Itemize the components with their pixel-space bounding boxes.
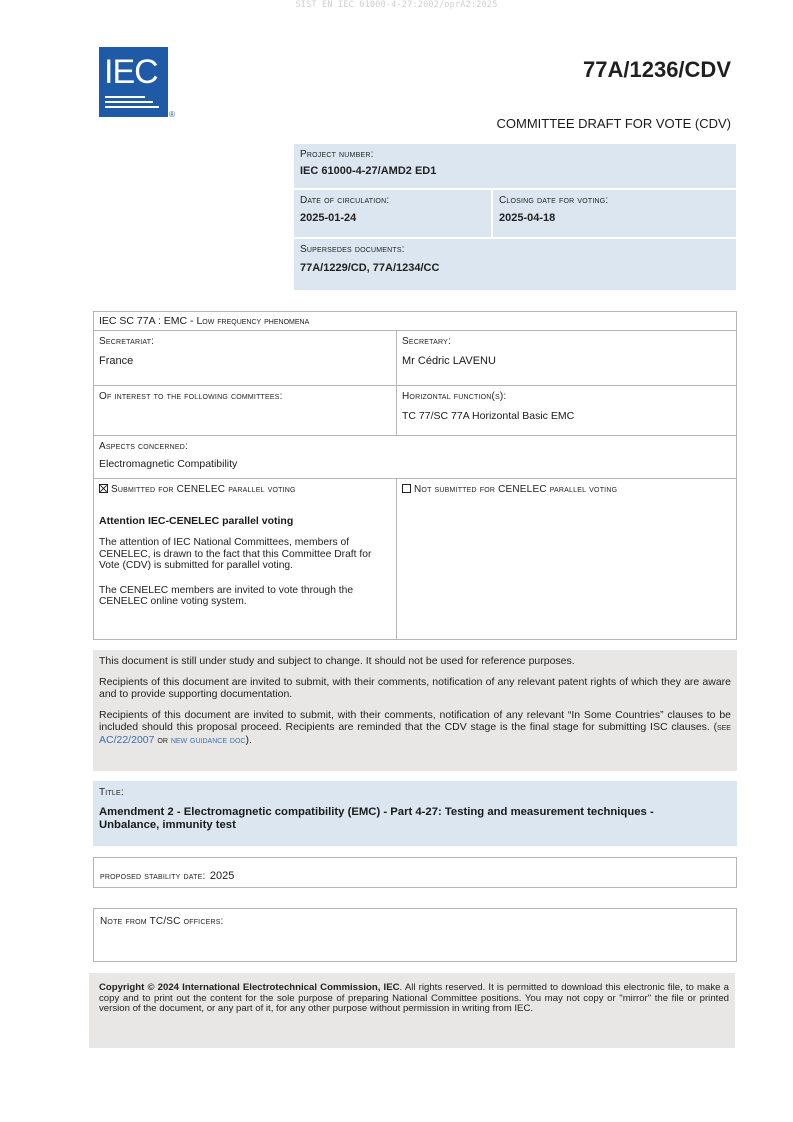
attention-paragraph-1: The attention of IEC National Committees, members of CENELEC, is drawn to the fact that this Committee Draft for Vote (CDV) is submitted for parallel voting. — [99, 537, 372, 571]
attention-heading: Attention IEC-CENELEC parallel voting — [99, 515, 294, 527]
secretary-value: Mr Cédric LAVENU — [402, 355, 496, 367]
notice-paragraph-1: This document is still under study and subject to change. It should not be used for reference purposes. — [99, 655, 575, 667]
committee-title: IEC SC 77A : EMC - Low frequency phenomena — [99, 315, 310, 327]
document-type: COMMITTEE DRAFT FOR VOTE (CDV) — [496, 116, 731, 131]
ac-22-2007-link[interactable]: AC/22/2007 — [99, 734, 155, 746]
circulation-date-label: Date of circulation: — [300, 195, 390, 206]
closing-date-label: Closing date for voting: — [499, 195, 609, 206]
interest-label: Of interest to the following committees: — [99, 391, 283, 402]
secretary-label: Secretary: — [402, 336, 451, 347]
copyright-block — [89, 973, 735, 1048]
project-number-label: Project number: — [300, 149, 374, 160]
supersedes-label: Supersedes documents: — [300, 244, 405, 255]
or-word: or — [157, 735, 168, 746]
notice-paragraph-3-text: Recipients of this document are invited to submit, with their comments, notification of any relevant “In Some Countries” clauses to be included should this proposal proceed. Recipients are reminded that the CDV stage is the final stage for submitting ISC clauses. — [99, 709, 731, 733]
logo-line — [105, 106, 159, 108]
note-block — [93, 908, 737, 962]
title-label: Title: — [99, 787, 124, 798]
copyright-text — [99, 983, 729, 1015]
submitted-cell — [94, 479, 397, 639]
horizontal-cell — [397, 386, 736, 436]
horizontal-label: Horizontal function(s): — [402, 391, 507, 402]
secretariat-label: Secretariat: — [99, 336, 155, 347]
logo-line — [105, 101, 153, 103]
circulation-date-value: 2025-01-24 — [300, 212, 357, 224]
project-number-block — [294, 144, 736, 188]
project-number-value: IEC 61000-4-27/AMD2 ED1 — [300, 165, 437, 177]
stability-date-block — [93, 857, 737, 888]
interest-cell — [94, 386, 397, 436]
not-submitted-option — [402, 484, 731, 495]
attention-paragraph-2: The CENELEC members are invited to vote through the CENELEC online voting system. — [99, 584, 354, 607]
supersedes-block — [294, 239, 736, 290]
stability-date-value: 2025 — [209, 870, 235, 882]
secretariat-cell — [94, 331, 397, 386]
notice-paragraph-3 — [99, 709, 731, 747]
aspects-label: Aspects concerned: — [99, 441, 188, 452]
stability-date-label: proposed stability date: — [100, 871, 206, 882]
iec-logo — [99, 47, 168, 117]
notice-block — [93, 650, 737, 771]
aspects-value: Electromagnetic Compatibility — [99, 458, 238, 470]
checked-checkbox-icon[interactable] — [99, 484, 108, 493]
unchecked-checkbox-icon[interactable] — [402, 484, 411, 493]
secretary-cell — [397, 331, 736, 386]
committee-table — [93, 311, 737, 640]
document-title: Amendment 2 - Electromagnetic compatibility (EMC) - Part 4-27: Testing and measurement techniques - Unbalance, immunity test — [99, 806, 654, 831]
submitted-option — [99, 484, 391, 495]
copyright-bold: Copyright © 2024 International Electrotechnical Commission, IEC — [99, 982, 400, 993]
closing-date-value: 2025-04-18 — [499, 212, 556, 224]
circulation-date-block — [294, 190, 491, 237]
see-suffix: ). — [245, 734, 252, 746]
committee-title-row — [94, 312, 736, 331]
title-block — [93, 781, 737, 846]
new-guidance-doc-link[interactable]: new guidance doc — [170, 734, 246, 746]
logo-text: IEC — [104, 53, 158, 91]
not-submitted-label: Not submitted for CENELEC parallel voting — [414, 484, 618, 495]
closing-date-block — [493, 190, 736, 237]
registered-mark: ® — [169, 110, 175, 119]
not-submitted-cell — [397, 479, 736, 639]
document-number: 77A/1236/CDV — [583, 57, 731, 82]
aspects-cell — [94, 436, 736, 479]
supersedes-value: 77A/1229/CD, 77A/1234/CC — [300, 262, 440, 274]
copyright-rest: . All rights reserved. It is permitted to download this electronic file, to make a copy and to print out the content for the sole purpose of preparing National Committee positions. You may not copy or "mirror" the file or printed version of the document, or any part of it, for any other purpose without permission in writing from IEC. — [99, 982, 729, 1015]
see-prefix: (see — [713, 722, 731, 733]
submitted-label: Submitted for CENELEC parallel voting — [111, 484, 296, 495]
watermark-text: SIST EN IEC 61000-4-27:2002/oprA2:2025 — [295, 0, 498, 10]
horizontal-value: TC 77/SC 77A Horizontal Basic EMC — [402, 410, 575, 422]
logo-line — [105, 96, 145, 98]
secretariat-value: France — [99, 355, 134, 367]
notice-paragraph-2: Recipients of this document are invited to submit, with their comments, notification of any relevant patent rights of which they are aware and to provide supporting documentation. — [99, 676, 731, 700]
note-label: Note from TC/SC officers: — [100, 916, 224, 927]
